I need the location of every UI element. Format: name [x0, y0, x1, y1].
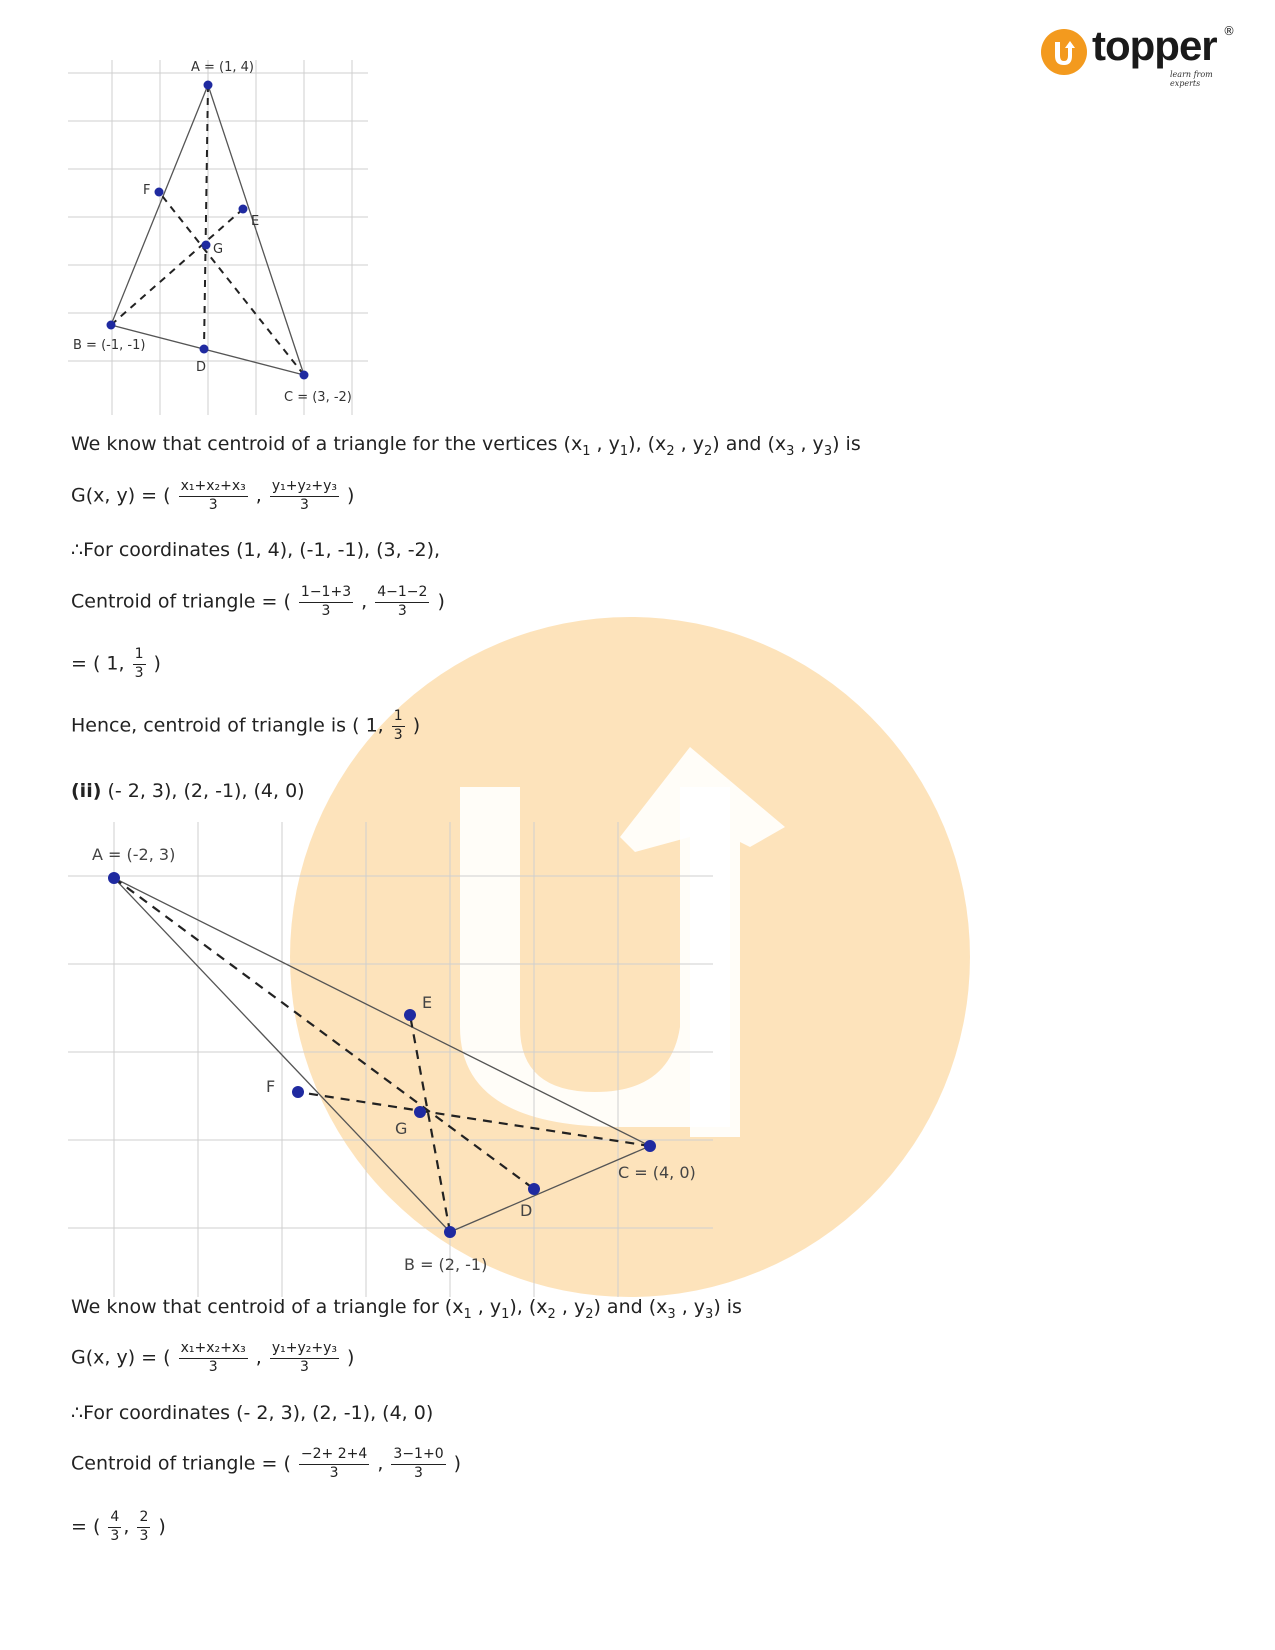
label-b2: B = (2, -1) [404, 1255, 488, 1274]
label-d: D [196, 360, 207, 375]
figure-2-triangle [68, 822, 713, 1297]
point-b [107, 321, 116, 330]
label-a2: A = (-2, 3) [92, 845, 176, 864]
point-c2 [644, 1140, 656, 1152]
logo-tagline: learn from experts [1170, 70, 1213, 88]
part1-conclusion: Hence, centroid of triangle is ( 1, $\frac{1}{3}$ ) [71, 708, 421, 743]
label-c2: C = (4, 0) [618, 1163, 696, 1182]
point-d2 [528, 1183, 540, 1195]
label-a: A = (1, 4) [191, 60, 255, 75]
topper-logo [1040, 22, 1240, 88]
part1-coords: ∴For coordinates (1, 4), (-1, -1), (3, -2), [71, 539, 441, 561]
label-c: C = (3, -2) [284, 390, 352, 405]
point-a [204, 81, 213, 90]
label-d2: D [520, 1201, 533, 1220]
point-a2 [108, 872, 120, 884]
point-f [155, 188, 164, 197]
part2-coords: ∴For coordinates (- 2, 3), (2, -1), (4, 0) [71, 1402, 434, 1424]
part2-result: = ( $\frac{4}{3}$ , $\frac{2}{3}$ ) [71, 1509, 166, 1544]
point-f2 [292, 1086, 304, 1098]
part1-result: = ( 1, $\frac{1}{3}$ ) [71, 646, 161, 681]
part1-intro: We know that centroid of a triangle for the vertices ($x_1$ , $y_1$), ($x_2$ , $y_2$) and ($x_3$ , $y_3$) is [71, 433, 861, 459]
point-g2 [414, 1106, 426, 1118]
part2-centroid-substitution: Centroid of triangle = ( $\frac{-2+ 2+4}{3}$ , $\frac{3-1+0}{3}$ ) [71, 1446, 462, 1481]
label-e: E [251, 214, 260, 229]
logo-text: topper [1092, 22, 1217, 69]
label-f: F [143, 183, 151, 198]
logo-icon [1040, 28, 1088, 76]
part1-centroid-substitution: Centroid of triangle = ( $\frac{1-1+3}{3}$ , $\frac{4-1-2}{3}$ ) [71, 584, 445, 619]
label-b: B = (-1, -1) [73, 338, 146, 353]
point-e2 [404, 1009, 416, 1021]
part2-formula: G(x, y) = ( $\frac{\text{x₁+x₂+x₃}}{3}$ , $\frac{\text{y₁+y₂+y₃}}{3}$ ) [71, 1340, 355, 1375]
figure-1-triangle [68, 55, 373, 415]
formula-frac-x: $\frac{\text{x₁+x₂+x₃}}{3}$ [180, 478, 246, 513]
formula-frac-y: $\frac{\text{y₁+y₂+y₃}}{3}$ [271, 478, 338, 513]
label-g2: G [395, 1119, 408, 1138]
point-d [200, 345, 209, 354]
label-f2: F [266, 1077, 276, 1096]
label-g: G [213, 242, 224, 257]
point-e [239, 205, 248, 214]
label-e2: E [422, 993, 433, 1012]
point-c [300, 371, 309, 380]
logo-registered-mark: ® [1223, 24, 1235, 38]
point-g [202, 241, 211, 250]
part1-formula: G(x, y) = ( $\frac{\text{x₁+x₂+x₃}}{3}$ , $\frac{\text{y₁+y₂+y₃}}{3}$ ) [71, 478, 355, 513]
point-b2 [444, 1226, 456, 1238]
part2-intro: We know that centroid of a triangle for ($x_1$ , $y_1$), ($x_2$ , $y_2$) and ($x_3$ , $y_3$) is [71, 1296, 742, 1322]
part2-heading: (ii) (- 2, 3), (2, -1), (4, 0) [71, 780, 305, 802]
